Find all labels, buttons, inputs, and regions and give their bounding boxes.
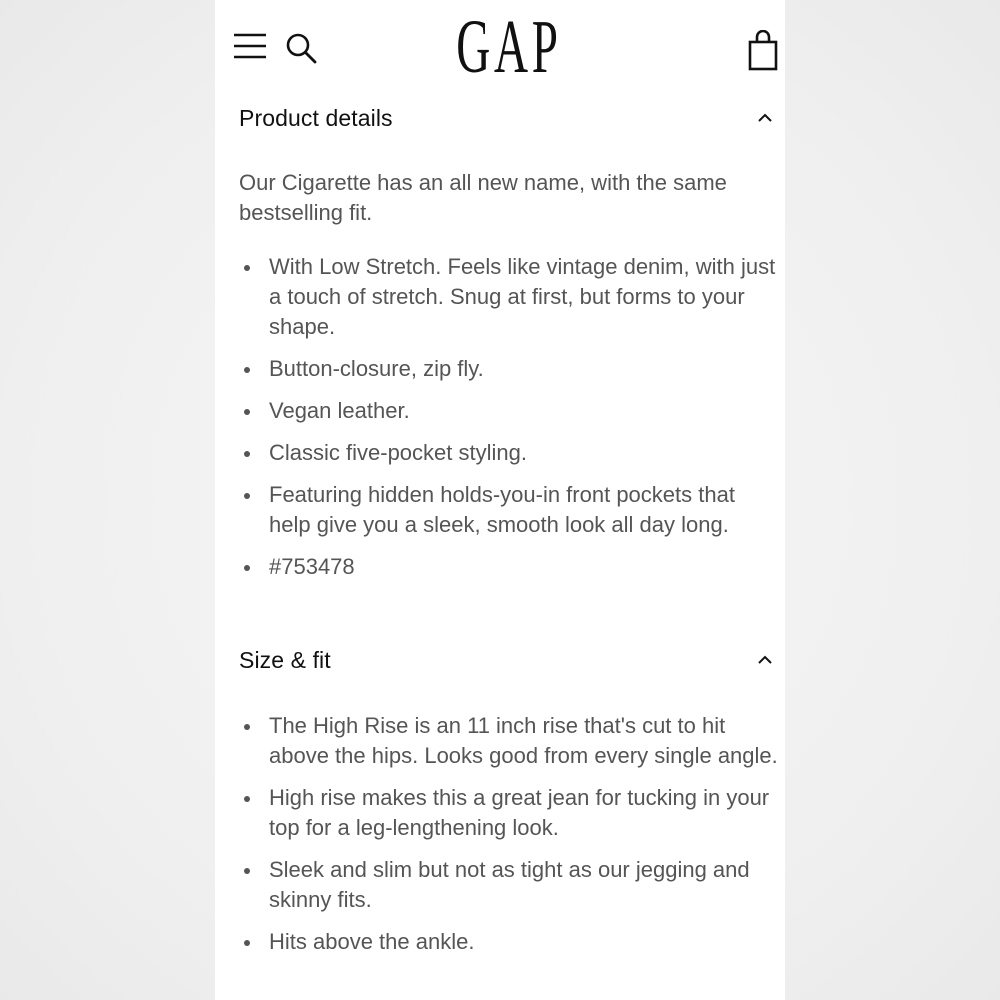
chevron-up-icon [755,108,775,128]
list-item: With Low Stretch. Feels like vintage denim, with just a touch of stretch. Snug at first, but forms to your shape. [239,252,779,342]
menu-button[interactable] [233,30,267,64]
mobile-screen [215,0,785,1000]
list-item: Sleek and slim but not as tight as our jegging and skinny fits. [239,855,779,915]
size-fit-title: Size & fit [239,646,331,673]
size-fit-header[interactable] [239,642,779,678]
search-button[interactable] [285,32,317,64]
list-item: Hits above the ankle. [239,927,779,957]
shopping-bag-icon [747,30,781,72]
list-item: Featuring hidden holds-you-in front pockets that help give you a sleek, smooth look all day long. [239,480,779,540]
search-icon [285,32,317,64]
list-item: Vegan leather. [239,396,779,426]
list-item: High rise makes this a great jean for tucking in your top for a leg-lengthening look. [239,783,779,843]
hamburger-icon [233,30,267,64]
product-details-header[interactable] [239,100,779,136]
list-item: #753478 [239,552,779,582]
list-item: The High Rise is an 11 inch rise that's cut to hit above the hips. Looks good from every single angle. [239,711,779,771]
product-details-list [239,252,779,594]
product-description: Our Cigarette has an all new name, with the same bestselling fit. [239,170,727,225]
list-item: Button-closure, zip fly. [239,354,779,384]
list-item: Classic five-pocket styling. [239,438,779,468]
chevron-up-icon [755,650,775,670]
shopping-bag-button[interactable] [747,30,781,72]
gap-logo[interactable]: GAP [456,5,562,89]
size-fit-list [239,711,779,969]
product-details-title: Product details [239,104,393,131]
site-header [215,0,785,92]
